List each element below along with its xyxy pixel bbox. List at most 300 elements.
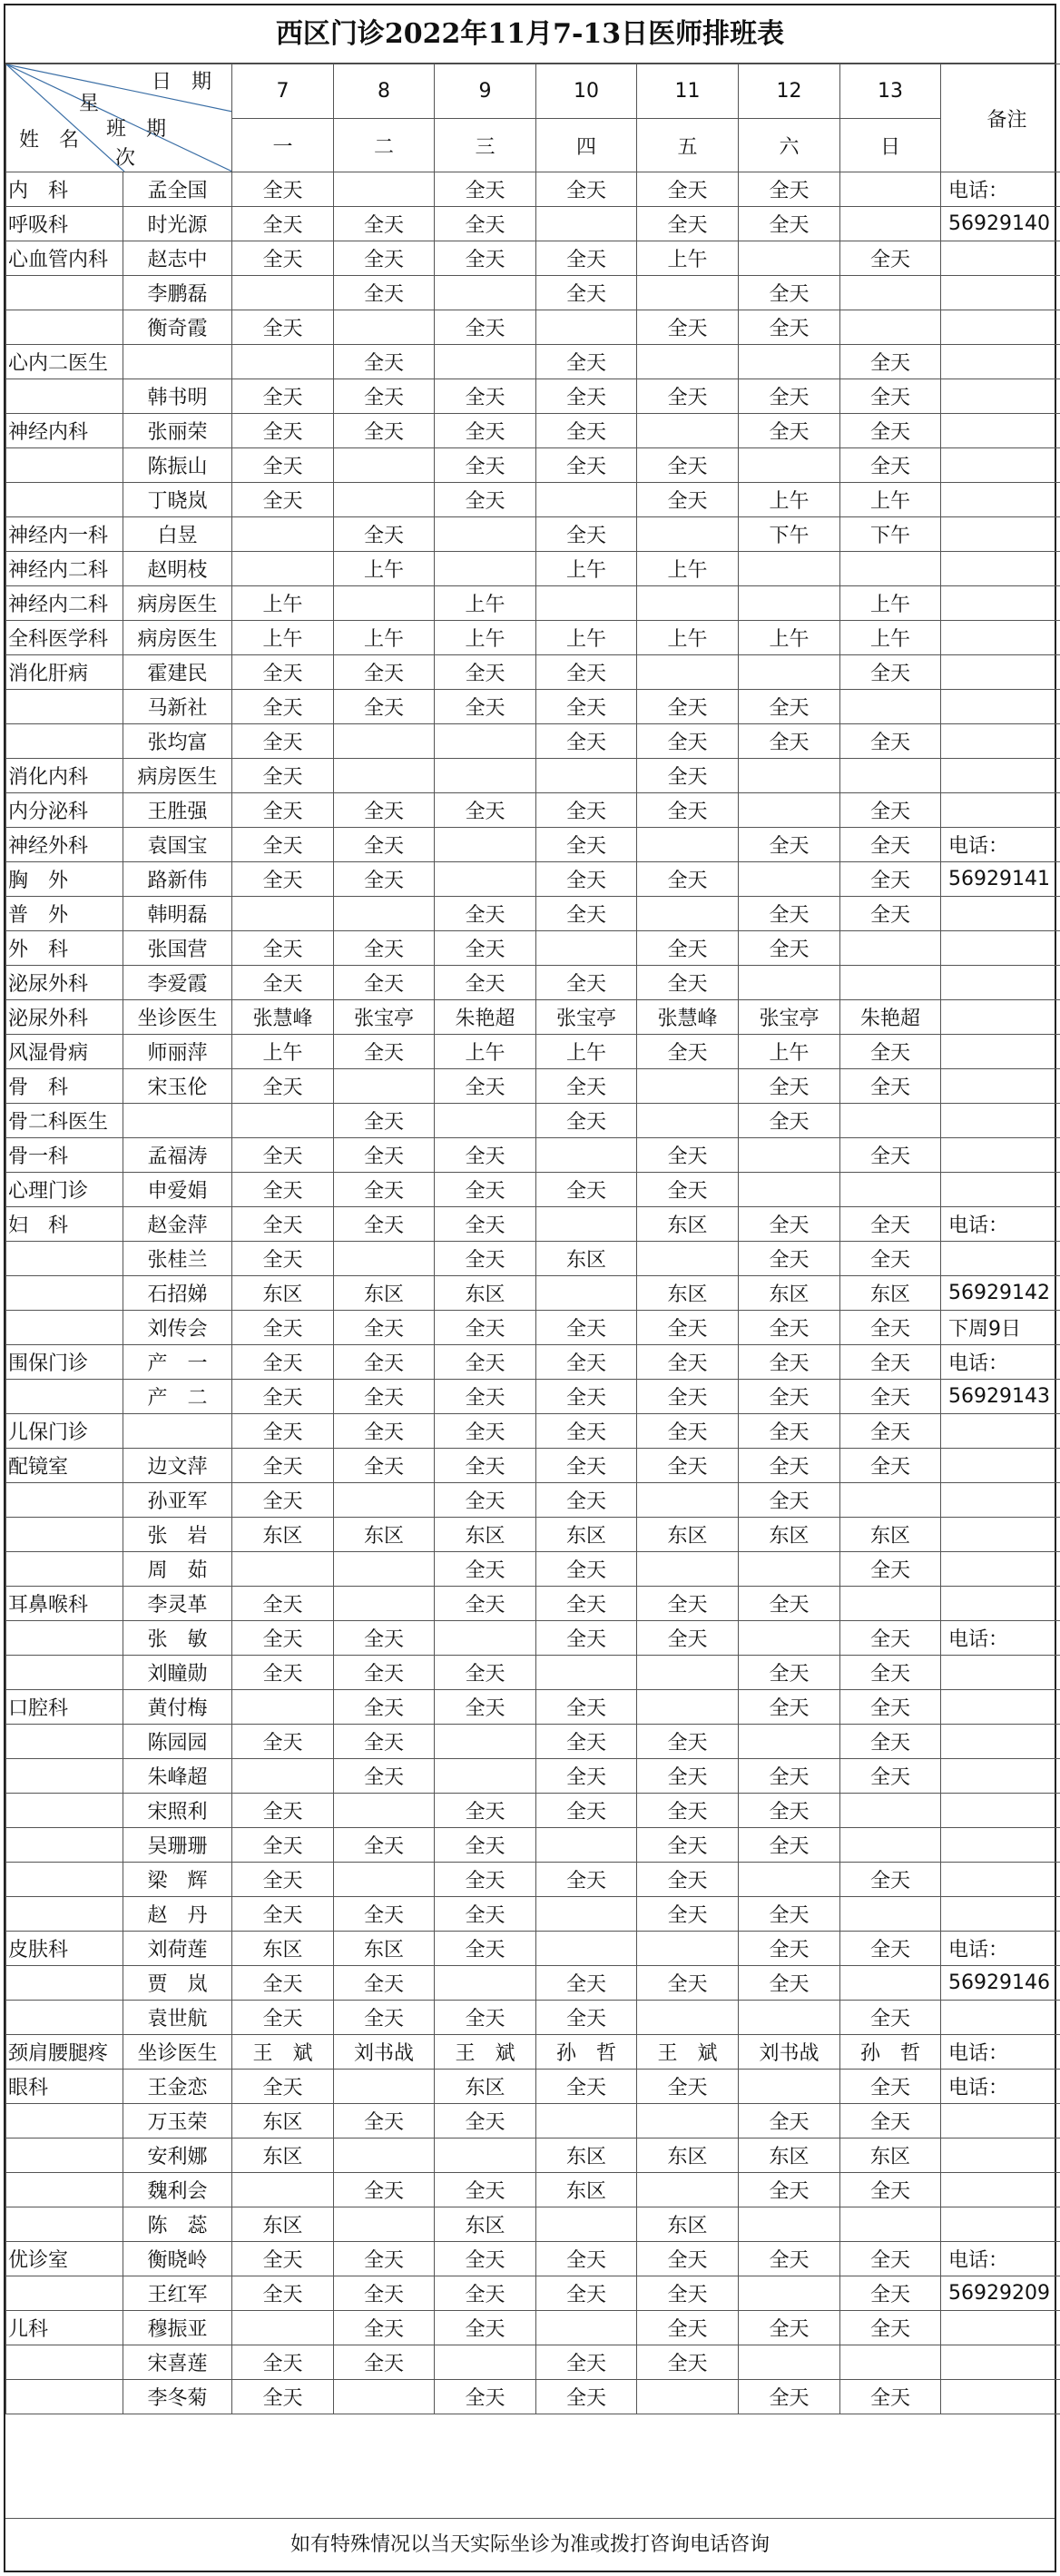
shift-cell bbox=[536, 2311, 637, 2345]
shift-cell: 全天 bbox=[739, 1483, 840, 1518]
shift-cell: 全天 bbox=[435, 1380, 536, 1414]
shift-cell: 东区 bbox=[435, 2207, 536, 2242]
shift-cell: 全天 bbox=[536, 1069, 637, 1104]
shift-cell: 全天 bbox=[536, 1621, 637, 1656]
shift-cell: 全天 bbox=[435, 966, 536, 1000]
shift-cell: 全天 bbox=[232, 1828, 334, 1863]
shift-cell: 全天 bbox=[739, 1794, 840, 1828]
note-cell bbox=[941, 1104, 1060, 1138]
shift-cell: 东区 bbox=[536, 2138, 637, 2173]
table-row bbox=[6, 2276, 1060, 2311]
shift-cell bbox=[840, 966, 941, 1000]
department-cell: 泌尿外科 bbox=[6, 1000, 123, 1035]
shift-cell: 王 斌 bbox=[637, 2035, 739, 2070]
shift-cell: 全天 bbox=[232, 1345, 334, 1380]
note-cell: 56929142 bbox=[941, 1276, 1060, 1311]
shift-cell bbox=[536, 2104, 637, 2138]
shift-cell bbox=[536, 1656, 637, 1690]
shift-cell: 全天 bbox=[637, 172, 739, 207]
shift-cell: 全天 bbox=[232, 1725, 334, 1759]
shift-cell bbox=[739, 1621, 840, 1656]
table-row bbox=[6, 1138, 1060, 1173]
table-row bbox=[6, 862, 1060, 897]
shift-cell: 全天 bbox=[739, 897, 840, 931]
corner-header-cell bbox=[6, 64, 232, 172]
shift-cell: 全天 bbox=[840, 1690, 941, 1725]
shift-cell: 全天 bbox=[536, 1966, 637, 2001]
shift-cell bbox=[739, 345, 840, 379]
department-cell: 神经内二科 bbox=[6, 586, 123, 621]
shift-cell: 全天 bbox=[637, 1138, 739, 1173]
shift-cell: 全天 bbox=[334, 1656, 435, 1690]
note-cell bbox=[941, 552, 1060, 586]
shift-cell bbox=[334, 724, 435, 759]
doctor-name-cell: 张桂兰 bbox=[123, 1242, 232, 1276]
shift-cell bbox=[739, 2070, 840, 2104]
shift-cell bbox=[637, 1552, 739, 1587]
department-cell bbox=[6, 2207, 123, 2242]
table-row bbox=[6, 241, 1060, 276]
shift-cell bbox=[334, 448, 435, 483]
weekday-header-mon: 一 bbox=[232, 119, 334, 172]
shift-cell: 全天 bbox=[739, 207, 840, 241]
doctor-name-cell: 刘荷莲 bbox=[123, 1932, 232, 1966]
shift-cell bbox=[435, 862, 536, 897]
note-cell: 56929140 bbox=[941, 207, 1060, 241]
doctor-name-cell: 张 岩 bbox=[123, 1518, 232, 1552]
table-row bbox=[6, 2311, 1060, 2345]
shift-cell bbox=[435, 828, 536, 862]
department-cell bbox=[6, 1828, 123, 1863]
shift-cell: 全天 bbox=[232, 379, 334, 414]
doctor-name-cell: 赵志中 bbox=[123, 241, 232, 276]
shift-cell: 全天 bbox=[435, 1242, 536, 1276]
shift-cell: 东区 bbox=[232, 1276, 334, 1311]
department-cell: 骨 科 bbox=[6, 1069, 123, 1104]
shift-cell: 全天 bbox=[435, 2276, 536, 2311]
shift-cell: 全天 bbox=[739, 414, 840, 448]
shift-cell: 全天 bbox=[536, 1414, 637, 1449]
shift-cell: 全天 bbox=[435, 2311, 536, 2345]
shift-cell: 全天 bbox=[232, 966, 334, 1000]
shift-cell: 全天 bbox=[435, 2173, 536, 2207]
shift-cell: 全天 bbox=[536, 862, 637, 897]
shift-cell: 全天 bbox=[334, 1966, 435, 2001]
shift-cell: 上午 bbox=[637, 241, 739, 276]
shift-cell: 上午 bbox=[840, 586, 941, 621]
table-row bbox=[6, 931, 1060, 966]
shift-cell: 刘书战 bbox=[334, 2035, 435, 2070]
table-row bbox=[6, 1207, 1060, 1242]
department-cell: 皮肤科 bbox=[6, 1932, 123, 1966]
shift-cell: 全天 bbox=[232, 1242, 334, 1276]
shift-cell bbox=[840, 172, 941, 207]
shift-cell: 全天 bbox=[435, 1863, 536, 1897]
shift-cell: 东区 bbox=[840, 2138, 941, 2173]
shift-cell: 东区 bbox=[435, 1276, 536, 1311]
table-row bbox=[6, 1242, 1060, 1276]
table-row bbox=[6, 1725, 1060, 1759]
shift-cell bbox=[435, 1725, 536, 1759]
weekday-header-wed: 三 bbox=[435, 119, 536, 172]
shift-cell: 全天 bbox=[637, 724, 739, 759]
shift-cell: 全天 bbox=[840, 2070, 941, 2104]
doctor-name-cell: 边文萍 bbox=[123, 1449, 232, 1483]
shift-cell: 全天 bbox=[334, 2242, 435, 2276]
department-cell bbox=[6, 1966, 123, 2001]
shift-cell bbox=[536, 931, 637, 966]
doctor-name-cell: 周 茹 bbox=[123, 1552, 232, 1587]
shift-cell: 全天 bbox=[536, 379, 637, 414]
shift-cell: 全天 bbox=[739, 2380, 840, 2414]
table-row bbox=[6, 724, 1060, 759]
shift-cell: 全天 bbox=[232, 241, 334, 276]
table-row bbox=[6, 1932, 1060, 1966]
table-row bbox=[6, 517, 1060, 552]
shift-cell: 全天 bbox=[739, 1345, 840, 1380]
shift-cell: 全天 bbox=[637, 448, 739, 483]
shift-cell: 全天 bbox=[435, 1138, 536, 1173]
table-row bbox=[6, 1414, 1060, 1449]
shift-cell bbox=[637, 2173, 739, 2207]
shift-cell bbox=[637, 517, 739, 552]
shift-cell: 全天 bbox=[334, 517, 435, 552]
shift-cell: 全天 bbox=[334, 2173, 435, 2207]
shift-cell: 全天 bbox=[536, 448, 637, 483]
shift-cell: 全天 bbox=[637, 1380, 739, 1414]
department-cell bbox=[6, 1483, 123, 1518]
shift-cell: 全天 bbox=[739, 1069, 840, 1104]
doctor-name-cell: 孟福涛 bbox=[123, 1138, 232, 1173]
shift-cell: 全天 bbox=[840, 1035, 941, 1069]
shift-cell: 东区 bbox=[435, 2070, 536, 2104]
doctor-name-cell: 陈 蕊 bbox=[123, 2207, 232, 2242]
department-cell bbox=[6, 2276, 123, 2311]
shift-cell: 全天 bbox=[840, 345, 941, 379]
shift-cell: 全天 bbox=[840, 1621, 941, 1656]
shift-cell: 全天 bbox=[334, 1380, 435, 1414]
shift-cell: 全天 bbox=[637, 1173, 739, 1207]
shift-cell bbox=[739, 448, 840, 483]
shift-cell: 全天 bbox=[840, 1449, 941, 1483]
doctor-name-cell: 张 敏 bbox=[123, 1621, 232, 1656]
table-row bbox=[6, 655, 1060, 690]
department-cell: 心血管内科 bbox=[6, 241, 123, 276]
doctor-name-cell: 霍建民 bbox=[123, 655, 232, 690]
shift-cell: 全天 bbox=[739, 690, 840, 724]
table-row bbox=[6, 276, 1060, 310]
shift-cell: 上午 bbox=[637, 552, 739, 586]
note-cell bbox=[941, 2001, 1060, 2035]
doctor-name-cell: 病房医生 bbox=[123, 621, 232, 655]
shift-cell: 全天 bbox=[334, 931, 435, 966]
department-cell bbox=[6, 483, 123, 517]
shift-cell: 张慧峰 bbox=[637, 1000, 739, 1035]
shift-cell: 全天 bbox=[435, 379, 536, 414]
shift-cell: 全天 bbox=[435, 1932, 536, 1966]
shift-cell: 全天 bbox=[637, 483, 739, 517]
shift-cell: 全天 bbox=[637, 379, 739, 414]
shift-cell bbox=[334, 1552, 435, 1587]
table-row bbox=[6, 1173, 1060, 1207]
shift-cell: 全天 bbox=[840, 2001, 941, 2035]
shift-cell bbox=[637, 897, 739, 931]
note-cell bbox=[941, 1242, 1060, 1276]
table-row bbox=[6, 2173, 1060, 2207]
shift-cell: 全天 bbox=[536, 1345, 637, 1380]
table-row bbox=[6, 2380, 1060, 2414]
note-cell bbox=[941, 345, 1060, 379]
note-cell bbox=[941, 2138, 1060, 2173]
shift-cell: 上午 bbox=[739, 621, 840, 655]
weekday-header-fri: 五 bbox=[637, 119, 739, 172]
table-row bbox=[6, 2242, 1060, 2276]
shift-cell: 全天 bbox=[637, 1311, 739, 1345]
shift-cell: 全天 bbox=[637, 2070, 739, 2104]
department-cell bbox=[6, 1276, 123, 1311]
shift-cell: 全天 bbox=[536, 793, 637, 828]
shift-cell bbox=[637, 828, 739, 862]
table-row bbox=[6, 448, 1060, 483]
shift-cell bbox=[840, 1587, 941, 1621]
shift-cell: 全天 bbox=[232, 1138, 334, 1173]
shift-cell: 下午 bbox=[739, 517, 840, 552]
shift-cell: 全天 bbox=[637, 1794, 739, 1828]
department-cell bbox=[6, 1897, 123, 1932]
table-row bbox=[6, 2104, 1060, 2138]
doctor-name-cell: 申爱娟 bbox=[123, 1173, 232, 1207]
department-cell: 内 科 bbox=[6, 172, 123, 207]
doctor-name-cell: 丁晓岚 bbox=[123, 483, 232, 517]
shift-cell: 全天 bbox=[840, 1207, 941, 1242]
department-cell: 围保门诊 bbox=[6, 1345, 123, 1380]
table-row bbox=[6, 1276, 1060, 1311]
note-cell bbox=[941, 1725, 1060, 1759]
shift-cell: 上午 bbox=[536, 552, 637, 586]
shift-cell: 东区 bbox=[334, 1518, 435, 1552]
shift-cell: 全天 bbox=[739, 1449, 840, 1483]
department-cell: 口腔科 bbox=[6, 1690, 123, 1725]
doctor-name-cell: 产 二 bbox=[123, 1380, 232, 1414]
shift-cell: 全天 bbox=[637, 2345, 739, 2380]
table-row bbox=[6, 966, 1060, 1000]
shift-cell bbox=[536, 207, 637, 241]
shift-cell: 全天 bbox=[435, 897, 536, 931]
shift-cell bbox=[435, 1104, 536, 1138]
shift-cell bbox=[232, 345, 334, 379]
shift-cell: 全天 bbox=[637, 1449, 739, 1483]
doctor-name-cell: 衡晓岭 bbox=[123, 2242, 232, 2276]
shift-cell: 上午 bbox=[232, 1035, 334, 1069]
shift-cell: 王 斌 bbox=[435, 2035, 536, 2070]
shift-cell: 全天 bbox=[232, 1587, 334, 1621]
shift-cell: 东区 bbox=[637, 1276, 739, 1311]
shift-cell bbox=[536, 1932, 637, 1966]
shift-cell: 全天 bbox=[840, 2104, 941, 2138]
schedule-document bbox=[4, 4, 1056, 2572]
shift-cell bbox=[637, 1656, 739, 1690]
shift-cell: 全天 bbox=[435, 1069, 536, 1104]
shift-cell: 全天 bbox=[739, 172, 840, 207]
doctor-name-cell: 陈园园 bbox=[123, 1725, 232, 1759]
shift-cell: 全天 bbox=[840, 1725, 941, 1759]
doctor-name-cell: 赵 丹 bbox=[123, 1897, 232, 1932]
shift-cell: 全天 bbox=[435, 1828, 536, 1863]
shift-cell: 全天 bbox=[232, 2242, 334, 2276]
doctor-name-cell: 赵明枝 bbox=[123, 552, 232, 586]
doctor-name-cell: 刘瞳勋 bbox=[123, 1656, 232, 1690]
shift-cell: 全天 bbox=[840, 897, 941, 931]
table-row bbox=[6, 2035, 1060, 2070]
shift-cell: 全天 bbox=[739, 1828, 840, 1863]
shift-cell: 全天 bbox=[334, 276, 435, 310]
shift-cell: 全天 bbox=[637, 207, 739, 241]
shift-cell: 上午 bbox=[536, 621, 637, 655]
note-cell bbox=[941, 1483, 1060, 1518]
shift-cell: 全天 bbox=[637, 1828, 739, 1863]
shift-cell: 全天 bbox=[637, 1035, 739, 1069]
department-cell bbox=[6, 2001, 123, 2035]
table-row bbox=[6, 1311, 1060, 1345]
shift-cell bbox=[739, 552, 840, 586]
department-cell bbox=[6, 1621, 123, 1656]
shift-cell: 全天 bbox=[840, 1380, 941, 1414]
department-cell bbox=[6, 1725, 123, 1759]
shift-cell: 全天 bbox=[334, 966, 435, 1000]
shift-cell: 全天 bbox=[435, 310, 536, 345]
shift-cell bbox=[232, 2311, 334, 2345]
table-row bbox=[6, 1035, 1060, 1069]
shift-cell bbox=[739, 793, 840, 828]
shift-cell: 全天 bbox=[435, 1552, 536, 1587]
shift-cell: 东区 bbox=[232, 2207, 334, 2242]
shift-cell: 全天 bbox=[232, 207, 334, 241]
shift-cell bbox=[334, 1069, 435, 1104]
shift-cell: 全天 bbox=[232, 310, 334, 345]
shift-cell: 全天 bbox=[536, 1380, 637, 1414]
shift-cell: 全天 bbox=[435, 1690, 536, 1725]
table-row bbox=[6, 1621, 1060, 1656]
department-cell: 神经内一科 bbox=[6, 517, 123, 552]
shift-cell: 全天 bbox=[435, 448, 536, 483]
shift-cell: 全天 bbox=[334, 1414, 435, 1449]
shift-cell: 全天 bbox=[334, 690, 435, 724]
department-cell: 儿保门诊 bbox=[6, 1414, 123, 1449]
shift-cell: 全天 bbox=[536, 414, 637, 448]
shift-cell bbox=[840, 759, 941, 793]
department-cell bbox=[6, 2138, 123, 2173]
shift-cell bbox=[637, 655, 739, 690]
shift-cell: 全天 bbox=[232, 414, 334, 448]
shift-cell: 全天 bbox=[435, 2380, 536, 2414]
note-cell bbox=[941, 897, 1060, 931]
date-header-12: 12 bbox=[739, 64, 840, 119]
table-row bbox=[6, 586, 1060, 621]
table-row bbox=[6, 345, 1060, 379]
shift-cell: 全天 bbox=[637, 1725, 739, 1759]
shift-cell: 全天 bbox=[536, 172, 637, 207]
shift-cell: 全天 bbox=[840, 1311, 941, 1345]
shift-cell: 孙 哲 bbox=[536, 2035, 637, 2070]
note-cell bbox=[941, 276, 1060, 310]
department-cell: 胸 外 bbox=[6, 862, 123, 897]
shift-cell: 全天 bbox=[334, 655, 435, 690]
doctor-name-cell: 张国营 bbox=[123, 931, 232, 966]
shift-cell bbox=[637, 1242, 739, 1276]
shift-cell: 全天 bbox=[232, 1656, 334, 1690]
shift-cell bbox=[739, 966, 840, 1000]
shift-cell: 全天 bbox=[232, 1621, 334, 1656]
shift-cell: 东区 bbox=[637, 2207, 739, 2242]
shift-cell: 全天 bbox=[739, 1380, 840, 1414]
note-cell: 电话： bbox=[941, 2035, 1060, 2070]
shift-cell: 全天 bbox=[637, 759, 739, 793]
shift-cell: 全天 bbox=[232, 448, 334, 483]
weekday-header-tue: 二 bbox=[334, 119, 435, 172]
shift-cell: 全天 bbox=[232, 2001, 334, 2035]
shift-cell bbox=[435, 1966, 536, 2001]
shift-cell bbox=[536, 483, 637, 517]
shift-cell bbox=[840, 1828, 941, 1863]
doctor-name-cell bbox=[123, 345, 232, 379]
shift-cell: 全天 bbox=[840, 2276, 941, 2311]
doctor-name-cell: 袁国宝 bbox=[123, 828, 232, 862]
note-cell: 电话： bbox=[941, 828, 1060, 862]
shift-cell bbox=[232, 276, 334, 310]
note-cell: 电话： bbox=[941, 1932, 1060, 1966]
shift-cell: 全天 bbox=[840, 1863, 941, 1897]
weekday-header-sun: 日 bbox=[840, 119, 941, 172]
shift-cell bbox=[739, 241, 840, 276]
shift-cell bbox=[536, 1828, 637, 1863]
shift-cell bbox=[334, 172, 435, 207]
shift-cell: 全天 bbox=[637, 862, 739, 897]
note-cell bbox=[941, 1138, 1060, 1173]
doctor-name-cell: 坐诊医生 bbox=[123, 1000, 232, 1035]
note-cell bbox=[941, 483, 1060, 517]
shift-cell: 全天 bbox=[536, 1449, 637, 1483]
doctor-name-cell: 李鹏磊 bbox=[123, 276, 232, 310]
note-cell bbox=[941, 517, 1060, 552]
shift-cell: 全天 bbox=[435, 414, 536, 448]
note-cell bbox=[941, 690, 1060, 724]
department-cell: 骨二科医生 bbox=[6, 1104, 123, 1138]
note-cell bbox=[941, 1069, 1060, 1104]
shift-cell bbox=[739, 1863, 840, 1897]
table-row bbox=[6, 1104, 1060, 1138]
shift-cell bbox=[435, 1759, 536, 1794]
department-cell: 消化肝病 bbox=[6, 655, 123, 690]
doctor-name-cell: 韩书明 bbox=[123, 379, 232, 414]
shift-cell bbox=[840, 1173, 941, 1207]
shift-cell bbox=[435, 276, 536, 310]
doctor-name-cell bbox=[123, 1414, 232, 1449]
doctor-name-cell: 万玉荣 bbox=[123, 2104, 232, 2138]
shift-cell: 上午 bbox=[435, 621, 536, 655]
shift-cell bbox=[637, 1690, 739, 1725]
shift-cell: 全天 bbox=[536, 517, 637, 552]
department-cell: 外 科 bbox=[6, 931, 123, 966]
doctor-name-cell: 坐诊医生 bbox=[123, 2035, 232, 2070]
note-cell bbox=[941, 1414, 1060, 1449]
shift-cell: 全天 bbox=[739, 2311, 840, 2345]
note-cell bbox=[941, 1000, 1060, 1035]
shift-cell: 全天 bbox=[739, 1656, 840, 1690]
shift-cell: 张宝亭 bbox=[334, 1000, 435, 1035]
shift-cell: 全天 bbox=[232, 1863, 334, 1897]
shift-cell bbox=[435, 517, 536, 552]
shift-cell: 全天 bbox=[435, 1207, 536, 1242]
